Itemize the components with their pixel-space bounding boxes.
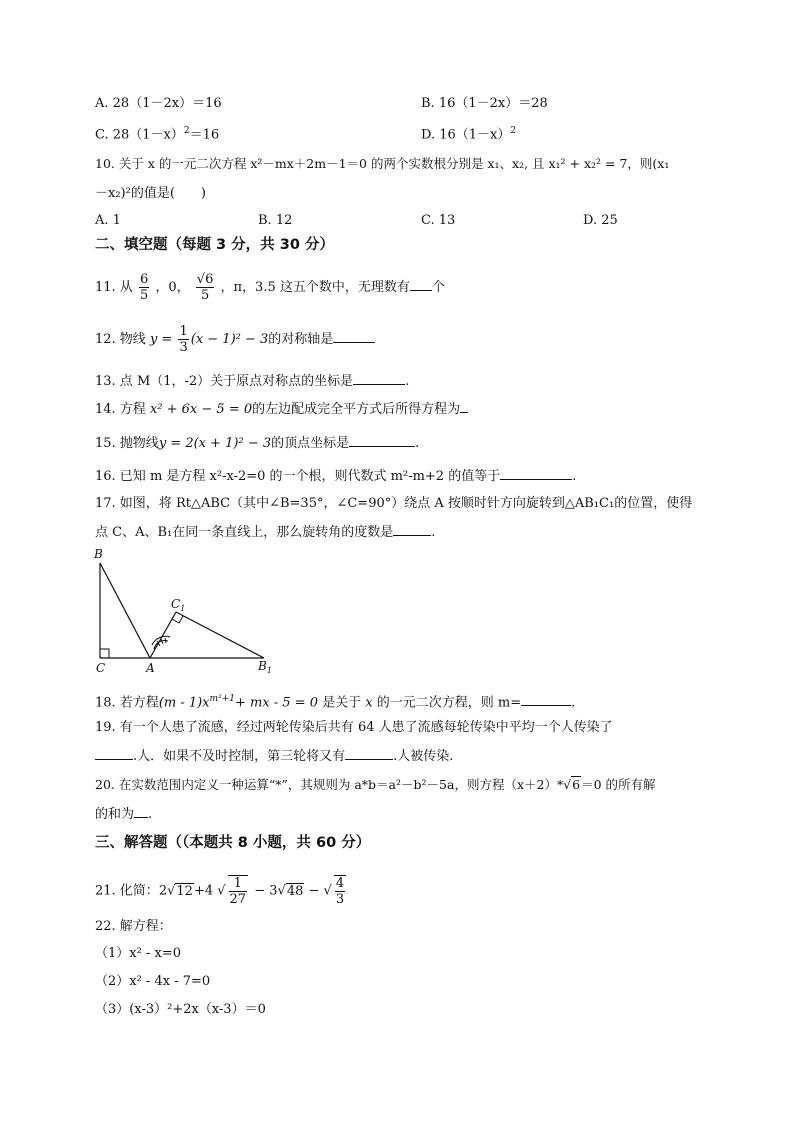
q17-line1: 17. 如图，将 Rt△ABC（其中∠B=35°，∠C=90°）绕点 A 按顺时针方向旋转到△AB₁C₁的位置，使得	[95, 496, 693, 511]
q10-line2: －x₂)²的值是( )	[95, 186, 206, 201]
label-c1: $C_1$	[171, 597, 186, 613]
rotation-triangle-figure	[90, 545, 290, 680]
q15: 15. 抛物线y = 2(x + 1)² − 3的顶点坐标是 .	[95, 436, 420, 451]
q17-line2: 点 C、A、B₁在同一条直线上，那么旋转角的度数是 .	[95, 525, 436, 540]
q19-line1: 19. 有一个人患了流感，经过两轮传染后共有 64 人患了流感每轮传染中平均一个人传染了	[95, 720, 613, 735]
q9-option-d: D. $16(1-x)^2$	[421, 126, 517, 143]
q19-line2: .人．如果不及时控制，第三轮将又有 .人被传染.	[95, 747, 453, 766]
q9-option-c: C. $28(1-x)^2=16$	[95, 126, 220, 143]
q21: 21. 化简：2√12+4 √ $\frac{1}{27}$ − 3√48 − √ $\frac{4}{3}$	[95, 876, 345, 907]
label-a: A	[146, 661, 155, 675]
q16: 16. 已知 m 是方程 x²-x-2=0 的一个根，则代数式 m²-m+2 的值等于 .	[95, 469, 577, 484]
q11-fraction-2: $\frac{√6}{5}$	[196, 272, 214, 303]
q22-item-3: （3）(x-3）²+2x（x-3）＝0	[95, 1002, 266, 1017]
q21-fraction-2: $\frac{4}{3}$	[335, 876, 345, 907]
label-b: B	[94, 547, 103, 561]
section2-title: 二、填空题（每题 3 分，共 30 分）	[95, 237, 334, 253]
q9-option-b: B. 16（1－2x）＝28	[421, 96, 548, 111]
q12: 12. 物线 y = $\frac{1}{3}$ (x − 1)² − 3的对称轴是	[95, 324, 375, 355]
q10-option-b: B. 12	[258, 213, 293, 228]
label-c: C	[96, 661, 106, 675]
label-b1: $B_1$	[258, 659, 272, 675]
q10-option-a: A. 1	[95, 213, 121, 228]
q18: 18. 若方程$(m - 1)x^{m^2+1}+$ mx - 5 = 0 是关于 x 的一元二次方程，则 m= .	[95, 694, 576, 711]
q10-option-d: D. 25	[583, 213, 618, 228]
q14: 14. 方程 x² + 6x − 5 = 0的左边配成完全平方式后所得方程为	[95, 400, 468, 419]
q22-title: 22. 解方程：	[95, 919, 172, 934]
q12-fraction: $\frac{1}{3}$	[179, 324, 188, 355]
q11-fraction-1: $\frac{6}{5}$	[139, 272, 149, 303]
q10-option-c: C. 13	[421, 213, 456, 228]
q20-line2: 的和为 .	[95, 807, 153, 822]
q13: 13. 点 M（1，-2）关于原点对称点的坐标是 .	[95, 374, 410, 389]
section3-title: 三、解答题（（本题共 8 小题，共 60 分）	[95, 835, 371, 851]
q22-item-1: （1）x² - x=0	[95, 946, 181, 961]
q22-item-2: （2）x² - 4x - 7=0	[95, 974, 211, 989]
q10-line1: 10. 关于 x 的一元二次方程 x²－mx＋2m－1＝0 的两个实数根分别是 x₁、x₂, 且 x₁² + x₂² = 7，则(x₁	[95, 156, 670, 171]
q20-line1: 20. 在实数范围内定义一种运算“*”，其规则为 a*b＝a²－b²－5a，则方程（x＋2）*√6＝0 的所有解	[95, 777, 656, 792]
q21-fraction-1: $\frac{1}{27}$	[229, 876, 247, 907]
q11: 11. 从 $\frac{6}{5}$ ，0， $\frac{√6}{5}$ ，π，3.5 这五个数中，无理数有 个	[95, 272, 445, 303]
q9-option-a: A. 28（1－2x）＝16	[95, 96, 222, 111]
